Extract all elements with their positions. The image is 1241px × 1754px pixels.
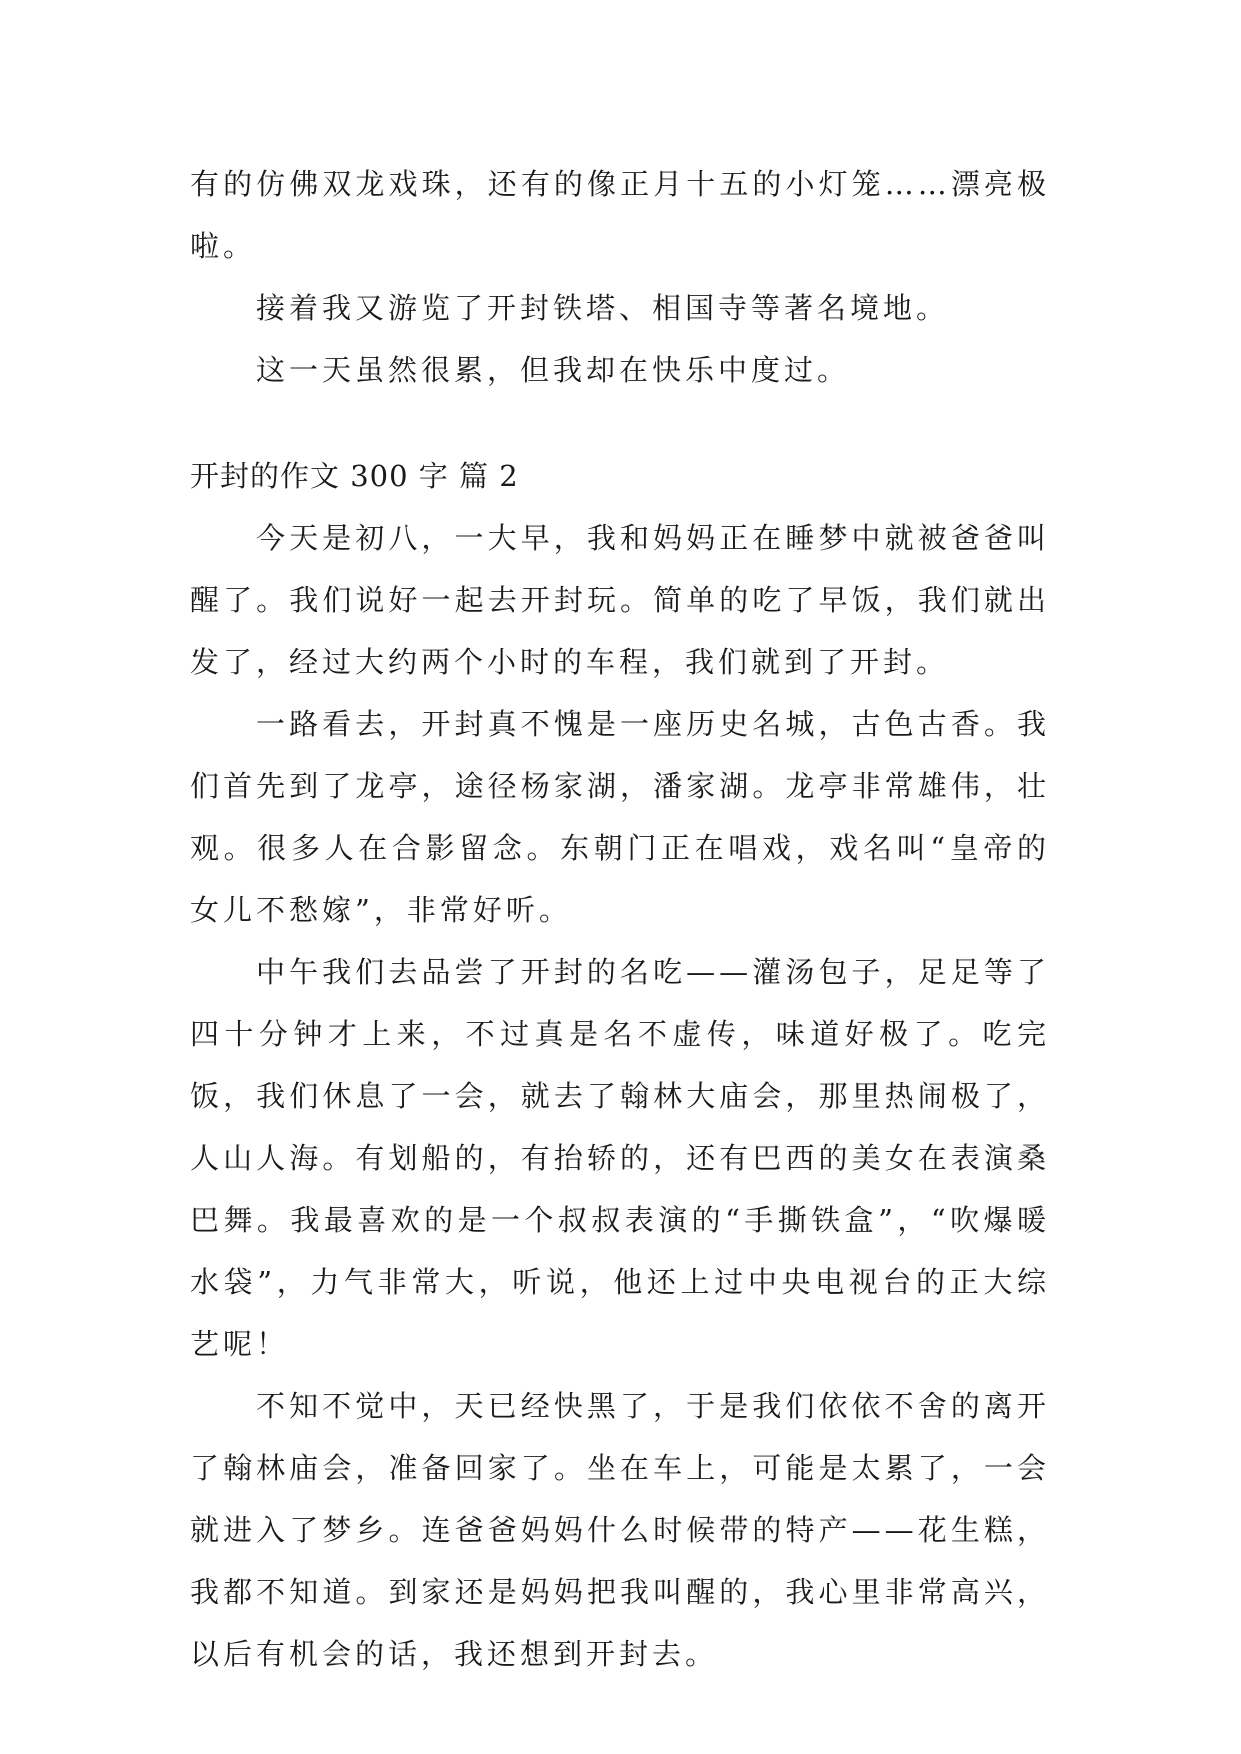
essay-1-continuation [190,153,1050,401]
paragraph-conclusion: 这一天虽然很累，但我却在快乐中度过。 [256,353,851,387]
paragraph-temple-fair: 中午我们去品尝了开封的名吃——灌汤包子，足足等了四十分钟才上来，不过真是名不虚传，味道好极了。吃完饭，我们休息了一会，就去了翰林大庙会，那里热闹极了，人山人海。有划船的，有抬轿的，还有巴西的美女在表演桑巴舞。我最喜欢的是一个叔叔表演的“手撕铁盒”，“吹爆暖水袋”，力气非常大，听说，他还上过中央电视台的正大综艺呢！ [190,955,1050,1361]
essay-2 [190,445,1050,1685]
paragraph-departure: 今天是初八，一大早，我和妈妈正在睡梦中就被爸爸叫醒了。我们说好一起去开封玩。简单的吃了早饭，我们就出发了，经过大约两个小时的车程，我们就到了开封。 [190,521,1050,679]
paragraph-dragon-pavilion: 一路看去，开封真不愧是一座历史名城，古色古香。我们首先到了龙亭，途径杨家湖，潘家湖。龙亭非常雄伟，壮观。很多人在合影留念。东朝门正在唱戏，戏名叫“皇帝的女儿不愁嫁”，非常好听。 [190,707,1050,927]
paragraph-tour: 接着我又游览了开封铁塔、相国寺等著名境地。 [256,291,950,325]
paragraph-return: 不知不觉中，天已经快黑了，于是我们依依不舍的离开了翰林庙会，准备回家了。坐在车上，可能是太累了，一会就进入了梦乡。连爸爸妈妈什么时候带的特产——花生糕，我都不知道。到家还是妈妈把我叫醒的，我心里非常高兴，以后有机会的话，我还想到开封去。 [190,1389,1050,1671]
essay-heading: 开封的作文 300 字 篇 2 [190,459,519,493]
paragraph-lanterns: 有的仿佛双龙戏珠，还有的像正月十五的小灯笼……漂亮极啦。 [190,167,1050,263]
